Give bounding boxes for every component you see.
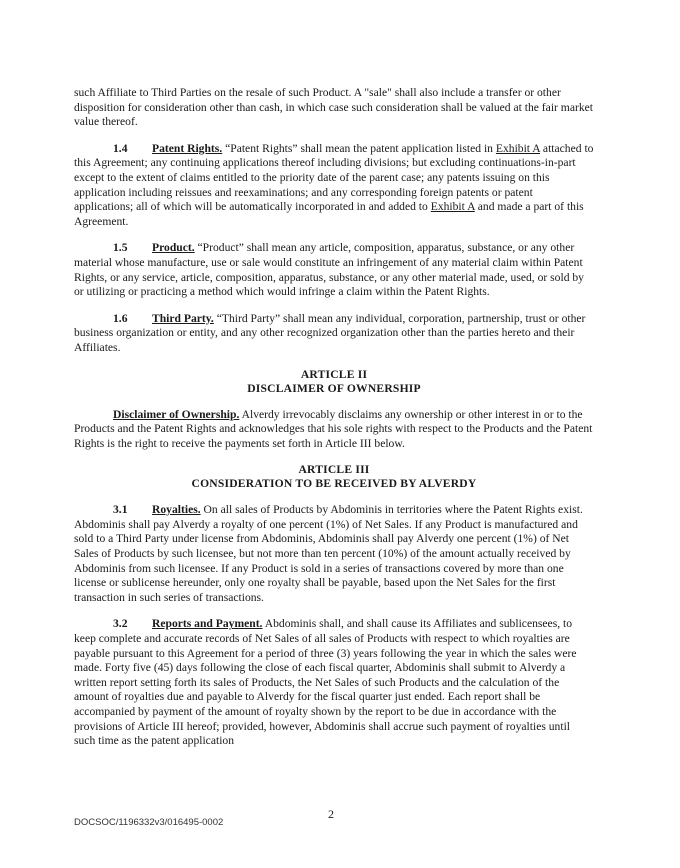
- page-number: 2: [328, 807, 334, 821]
- section-3-2: [74, 617, 594, 748]
- section-text: “Product” shall mean any article, composition, apparatus, substance, or any other material whose manufacture, use or sale would constitute an infringement of any material claim within Patent Rights, or any service, article, composition, apparatus, substance, or any other material made, used, or sold by or utilizing or practicing a method which would infringe a claim within the Patent Rights.: [74, 241, 584, 299]
- article-number: ARTICLE II: [300, 367, 368, 381]
- section-number: 3.2: [113, 617, 128, 631]
- article-number: ARTICLE III: [298, 463, 370, 477]
- section-text: and made a part of this Agreement.: [74, 200, 584, 228]
- exhibit-a-reference: Exhibit A: [430, 200, 475, 214]
- section-heading: Royalties.: [152, 503, 201, 517]
- section-heading: Disclaimer of Ownership.: [113, 407, 240, 421]
- document-body: [74, 86, 594, 761]
- exhibit-a-reference: Exhibit A: [495, 141, 541, 155]
- top-edge-artifact: [95, 0, 595, 6]
- section-number: 3.1: [113, 503, 128, 517]
- section-text: Alverdy irrevocably disclaims any ownership or other interest in or to the Products and the Patent Rights and acknowledges that his sole rights with respect to the Products and the Patent Rights is the right to receive the payments set forth in Article III below.: [74, 407, 593, 450]
- section-text: On all sales of Products by Abdominis in territories where the Patent Rights exist. Abdominis shall pay Alverdy a royalty of one percent (1%) of Net Sales. If any Product is manufactured and sold to a Third Party under license from Abdominis, Abdominis shall pay Alverdy one percent (1%) of Net Sales of Products by such licensee, but not more than ten percent (10%) of the amount actually received by Abdominis from such licensee. If any Product is sold in a series of transactions covered by more than one license or sublicense hereunder, only one royalty shall be payable, based upon the Net Sales for the first transaction in such series of transactions.: [74, 503, 583, 604]
- section-3-1: [74, 503, 594, 605]
- article-ii-heading: [74, 368, 594, 396]
- section-text: “Third Party” shall mean any individual, corporation, partnership, trust or other business organization or entity, and any other recognized organization other than the parties hereto and their Affiliates.: [74, 311, 586, 354]
- section-1-5: [74, 241, 594, 299]
- disclaimer-paragraph: [74, 408, 594, 452]
- section-1-4: [74, 142, 594, 230]
- section-text: attached to this Agreement; any continuing applications thereof including divisions; but excluding continuations-in-part except to the extent of claims entitled to the priority date of the parent case; any patents issuing on this application including reissues and reexaminations; and any corresponding foreign patents or patent applications; all of which will be automatically incorporated in and added to: [74, 141, 594, 214]
- section-1-6: [74, 312, 594, 356]
- section-number: 1.6: [113, 311, 128, 325]
- document-id-footer: DOCSOC/1196332v3/016495-0002: [74, 817, 224, 828]
- section-number: 1.5: [113, 241, 128, 255]
- section-text: “Patent Rights” shall mean the patent application listed in: [222, 141, 496, 155]
- article-title: DISCLAIMER OF OWNERSHIP: [247, 381, 421, 395]
- affiliate-paragraph: such Affiliate to Third Parties on the resale of such Product. A "sale" shall also include a transfer or other disposition for consideration other than cash, in which case such consideration shall be valued at the fair market value thereof.: [74, 86, 593, 129]
- article-title: CONSIDERATION TO BE RECEIVED BY ALVERDY: [191, 477, 477, 491]
- section-number: 1.4: [113, 141, 128, 155]
- section-text: Abdominis shall, and shall cause its Affiliates and sublicensees, to keep complete and accurate records of Net Sales of all sales of Products with respect to which royalties are payable pursuant to this Agreement for a period of three (3) years following the year in which the sales were made. Forty five (45) days following the close of each fiscal quarter, Abdominis shall submit to Alverdy a written report setting forth its sales of Products, the Net Sales of such Products and the calculation of the amount of royalties due and payable to Alverdy for the fiscal quarter just ended. Each report shall be accompanied by payment of the amount of royalty shown by the report to be due in accordance with the provisions of Article III hereof; provided, however, Abdominis shall accrue such payment of royalties until such time as the patent application: [74, 617, 577, 748]
- section-heading: Reports and Payment.: [152, 617, 263, 631]
- article-iii-heading: [74, 463, 594, 491]
- section-heading: Third Party.: [152, 311, 214, 325]
- section-heading: Product.: [152, 241, 195, 255]
- section-heading: Patent Rights.: [152, 141, 223, 155]
